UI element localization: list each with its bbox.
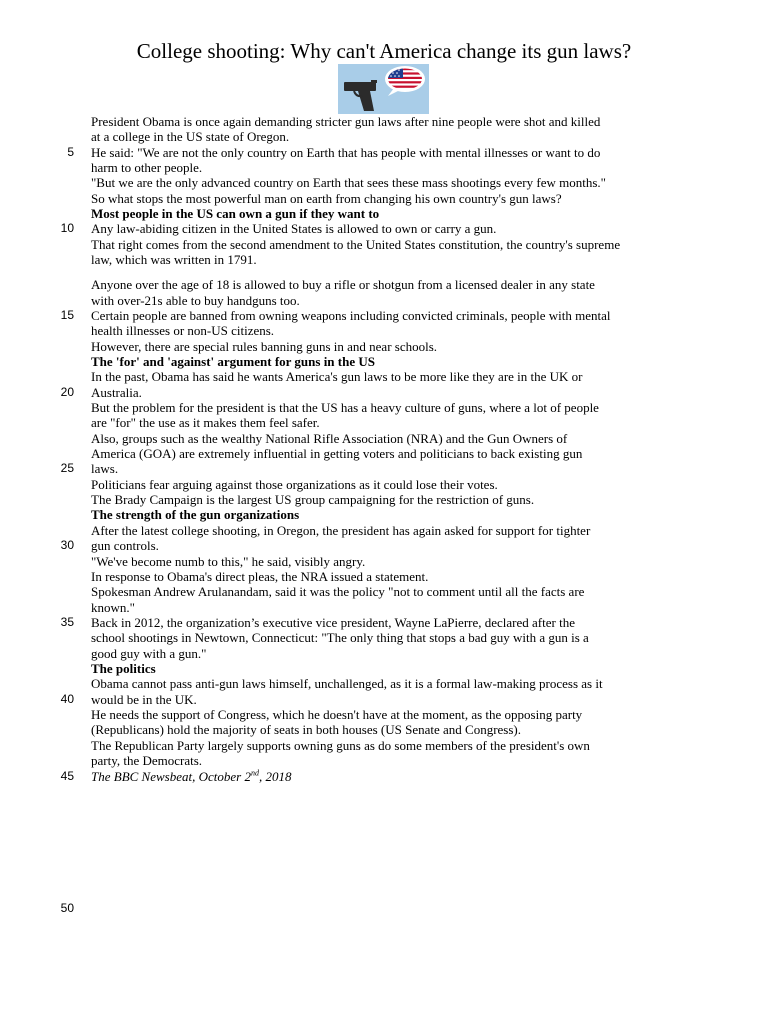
text-line: are "for" the use as it makes them feel safer. bbox=[91, 415, 320, 430]
line-number: 30 bbox=[60, 538, 74, 552]
section-heading: The strength of the gun organizations bbox=[91, 507, 300, 522]
text-line: Politicians fear arguing against those organizations as it could lose their votes. bbox=[91, 477, 498, 492]
text-line: That right comes from the second amendment to the United States constitution, the country's supreme bbox=[91, 237, 621, 252]
line-number: 25 bbox=[60, 461, 74, 475]
hero-image bbox=[338, 64, 429, 114]
section-heading: The 'for' and 'against' argument for guns in the US bbox=[91, 354, 375, 369]
line-number: 15 bbox=[60, 308, 74, 322]
text-line: Certain people are banned from owning weapons including convicted criminals, people with mental bbox=[91, 308, 611, 323]
text-line: party, the Democrats. bbox=[91, 753, 203, 768]
text-line: Also, groups such as the wealthy National Rifle Association (NRA) and the Gun Owners of bbox=[91, 431, 568, 446]
text-line: at a college in the US state of Oregon. bbox=[91, 129, 290, 144]
text-line: America (GOA) are extremely influential in getting voters and politicians to back existing gun bbox=[91, 446, 583, 461]
text-line: The Republican Party largely supports owning guns as do some members of the president's own bbox=[91, 738, 590, 753]
text-line: with over-21s able to buy handguns too. bbox=[91, 293, 300, 308]
text-line: good guy with a gun." bbox=[91, 646, 207, 661]
line-number: 20 bbox=[60, 385, 74, 399]
text-line: He said: "We are not the only country on Earth that has people with mental illnesses or want to do bbox=[91, 145, 601, 160]
text-line: Any law-abiding citizen in the United States is allowed to own or carry a gun. bbox=[91, 221, 497, 236]
source-suffix: nd bbox=[250, 768, 259, 778]
line-number: 45 bbox=[60, 769, 74, 783]
text-line: health illnesses or non-US citizens. bbox=[91, 323, 275, 338]
text-line: would be in the UK. bbox=[91, 692, 197, 707]
text-line: (Republicans) hold the majority of seats in both houses (US Senate and Congress). bbox=[91, 722, 522, 737]
line-number: 10 bbox=[60, 221, 74, 235]
text-line: The Brady Campaign is the largest US group campaigning for the restriction of guns. bbox=[91, 492, 535, 507]
source-year: , 2018 bbox=[258, 769, 292, 784]
text-line: harm to other people. bbox=[91, 160, 203, 175]
section-heading: Most people in the US can own a gun if they want to bbox=[91, 206, 380, 221]
text-line: In the past, Obama has said he wants America's gun laws to be more like they are in the UK or bbox=[91, 369, 583, 384]
page-title: College shooting: Why can't America change its gun laws? bbox=[136, 39, 632, 63]
line-number: 35 bbox=[60, 615, 74, 629]
text-line: President Obama is once again demanding stricter gun laws after nine people were shot and killed bbox=[91, 114, 601, 129]
text-line: "But we are the only advanced country on Earth that sees these mass shootings every few months." bbox=[91, 175, 606, 190]
text-line: So what stops the most powerful man on earth from changing his own country's gun laws? bbox=[91, 191, 562, 206]
text-line: school shootings in Newtown, Connecticut: "The only thing that stops a bad guy with a gun is a bbox=[91, 630, 589, 645]
section-heading: The politics bbox=[91, 661, 156, 676]
text-line: gun controls. bbox=[91, 538, 159, 553]
text-line: Spokesman Andrew Arulanandam, said it was the policy "not to comment until all the facts are bbox=[91, 584, 585, 599]
line-number: 5 bbox=[67, 145, 74, 159]
line-number: 40 bbox=[60, 692, 74, 706]
text-line: Obama cannot pass anti-gun laws himself, unchallenged, as it is a formal law-making process as it bbox=[91, 676, 603, 691]
text-line: However, there are special rules banning guns in and near schools. bbox=[91, 339, 438, 354]
text-line: After the latest college shooting, in Oregon, the president has again asked for support for tighter bbox=[91, 523, 591, 538]
gun-flag-illustration bbox=[338, 64, 429, 114]
text-line: Back in 2012, the organization’s executive vice president, Wayne LaPierre, declared after the bbox=[91, 615, 575, 630]
text-line: Anyone over the age of 18 is allowed to buy a rifle or shotgun from a licensed dealer in any state bbox=[91, 277, 595, 292]
text-line: In response to Obama's direct pleas, the NRA issued a statement. bbox=[91, 569, 429, 584]
text-line: Australia. bbox=[91, 385, 142, 400]
text-line: "We've become numb to this," he said, visibly angry. bbox=[91, 554, 366, 569]
source-citation bbox=[91, 769, 291, 784]
text-line: But the problem for the president is that the US has a heavy culture of guns, where a lot of people bbox=[91, 400, 599, 415]
line-number: 50 bbox=[60, 901, 74, 915]
text-line: known." bbox=[91, 600, 135, 615]
source-prefix: The BBC Newsbeat, October 2 bbox=[91, 769, 251, 784]
text-line: He needs the support of Congress, which he doesn't have at the moment, as the opposing party bbox=[91, 707, 583, 722]
text-line: laws. bbox=[91, 461, 119, 476]
text-line: law, which was written in 1791. bbox=[91, 252, 257, 267]
